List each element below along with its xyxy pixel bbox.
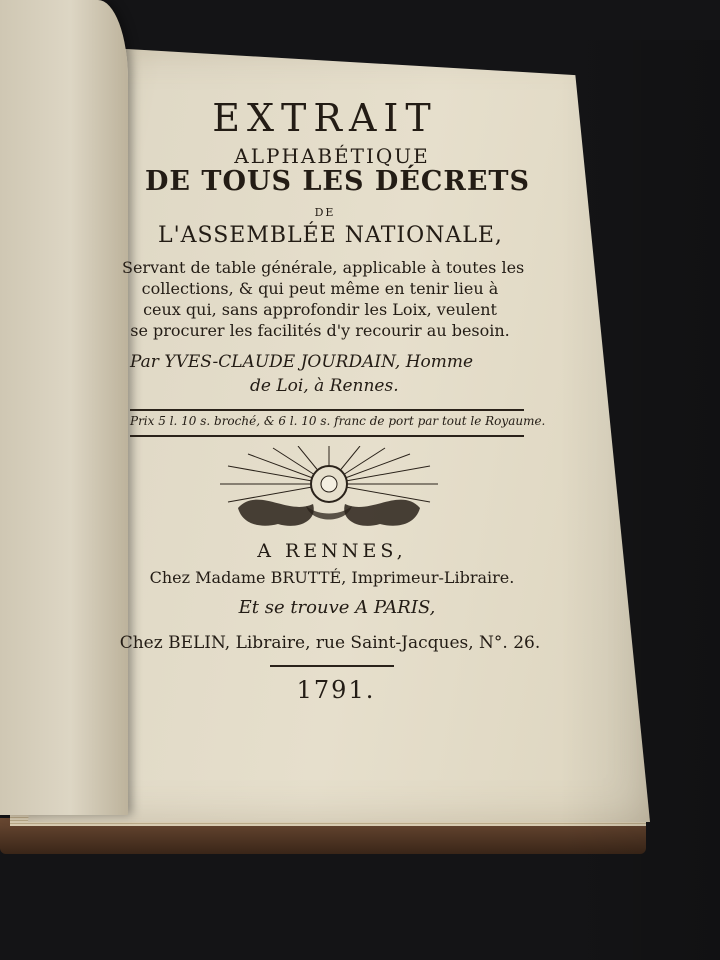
imprint-paris: Chez BELIN, Libraire, rue Saint-Jacques, N°. 26. — [119, 633, 541, 653]
description-line: collections, & qui peut même en tenir lieu à — [141, 279, 499, 298]
price-line: Prix 5 l. 10 s. broché, & 6 l. 10 s. franc de port par tout le Royaume. — [130, 414, 546, 428]
title-de: DE — [314, 206, 336, 219]
shadow-overlay — [560, 40, 720, 960]
description-line: ceux qui, sans approfondir les Loix, veulent — [143, 300, 497, 319]
year-rule — [270, 665, 394, 667]
title-decrets: DE TOUS LES DÉCRETS — [145, 166, 531, 197]
imprint-printer: Chez Madame BRUTTÉ, Imprimeur-Libraire. — [149, 568, 515, 587]
title-alphabetique: ALPHABÉTIQUE — [234, 144, 430, 168]
publication-year: 1791. — [296, 676, 376, 704]
sunburst-ornament — [218, 446, 440, 530]
author-line: de Loi, à Rennes. — [250, 376, 399, 396]
title-assemblee: L'ASSEMBLÉE NATIONALE, — [158, 223, 503, 248]
price-rule-bottom — [130, 435, 524, 437]
price-rule-top — [130, 409, 524, 411]
imprint-also: Et se trouve A PARIS, — [238, 597, 436, 618]
description-block — [122, 257, 525, 341]
author-line: Par YVES-CLAUDE JOURDAIN, Homme — [130, 352, 474, 372]
description-line: se procurer les facilités d'y recourir au besoin. — [130, 321, 510, 340]
author-block — [130, 350, 522, 398]
left-page — [0, 0, 128, 815]
title-extrait: EXTRAIT — [212, 96, 438, 140]
imprint-city: A RENNES, — [257, 540, 407, 562]
description-line: Servant de table générale, applicable à toutes les — [122, 258, 525, 277]
